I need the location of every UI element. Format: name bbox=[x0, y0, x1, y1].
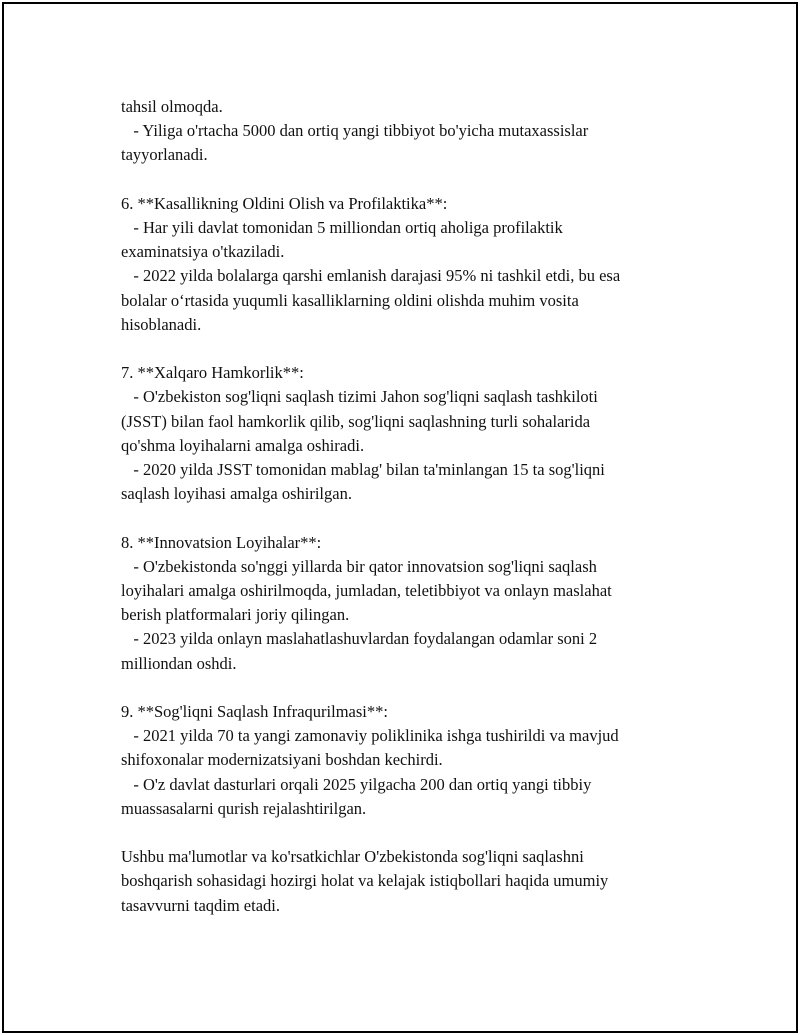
section-heading: 9. **Sog'liqni Saqlash Infraqurilmasi**: bbox=[121, 702, 388, 722]
text-line: - O'zbekistonda so'nggi yillarda bir qator innovatsion sog'liqni saqlash bbox=[121, 556, 597, 576]
text-line: - O'z davlat dasturlari orqali 2025 yilgacha 200 dan ortiq yangi tibbiy bbox=[121, 774, 592, 794]
text-line: saqlash loyihasi amalga oshirilgan. bbox=[121, 484, 352, 504]
intro-continuation-paragraph bbox=[121, 95, 691, 168]
paragraph-gap bbox=[121, 506, 691, 530]
text-line: muassasalarni qurish rejalashtirilgan. bbox=[121, 798, 367, 818]
text-line: qo'shma loyihalarni amalga oshiradi. bbox=[121, 435, 365, 455]
text-line: tasavvurni taqdim etadi. bbox=[121, 895, 280, 915]
text-line: - Yiliga o'rtacha 5000 dan ortiq yangi tibbiyot bo'yicha mutaxassislar bbox=[121, 121, 589, 141]
section-heading: 7. **Xalqaro Hamkorlik**: bbox=[121, 363, 304, 383]
text-line: - 2022 yilda bolalarga qarshi emlanish darajasi 95% ni tashkil etdi, bu esa bbox=[121, 266, 621, 286]
text-line: loyihalari amalga oshirilmoqda, jumladan, teletibbiyot va onlayn maslahat bbox=[121, 581, 612, 601]
paragraph-gap bbox=[121, 168, 691, 192]
paragraph-gap bbox=[121, 821, 691, 845]
text-line: - 2021 yilda 70 ta yangi zamonaviy poliklinika ishga tushirildi va mavjud bbox=[121, 726, 619, 746]
text-line: milliondan oshdi. bbox=[121, 653, 237, 673]
text-line: shifoxonalar modernizatsiyani boshdan kechirdi. bbox=[121, 750, 443, 770]
document-body bbox=[121, 95, 691, 918]
page-frame bbox=[2, 2, 798, 1033]
text-line: Ushbu ma'lumotlar va ko'rsatkichlar O'zbekistonda sog'liqni saqlashni bbox=[121, 847, 584, 867]
text-line: berish platformalari joriy qilingan. bbox=[121, 605, 350, 625]
conclusion-paragraph bbox=[121, 845, 691, 918]
text-line: - 2023 yilda onlayn maslahatlashuvlardan foydalangan odamlar soni 2 bbox=[121, 629, 598, 649]
section-6-paragraph bbox=[121, 192, 691, 337]
text-line: hisoblanadi. bbox=[121, 314, 202, 334]
section-heading: 8. **Innovatsion Loyihalar**: bbox=[121, 532, 322, 552]
section-heading: 6. **Kasallikning Oldini Olish va Profilaktika**: bbox=[121, 193, 448, 213]
text-line: boshqarish sohasidagi hozirgi holat va kelajak istiqbollari haqida umumiy bbox=[121, 871, 609, 891]
text-line: examinatsiya o'tkaziladi. bbox=[121, 242, 285, 262]
section-7-paragraph bbox=[121, 361, 691, 506]
text-line: (JSST) bilan faol hamkorlik qilib, sog'liqni saqlashning turli sohalarida bbox=[121, 411, 591, 431]
text-line: - O'zbekiston sog'liqni saqlash tizimi Jahon sog'liqni saqlash tashkiloti bbox=[121, 387, 598, 407]
text-line: - Har yili davlat tomonidan 5 milliondan ortiq aholiga profilaktik bbox=[121, 218, 563, 237]
paragraph-gap bbox=[121, 337, 691, 361]
text-line: bolalar o‘rtasida yuqumli kasalliklarning oldini olishda muhim vosita bbox=[121, 290, 579, 310]
text-line: tahsil olmoqda. bbox=[121, 97, 223, 116]
text-line: - 2020 yilda JSST tomonidan mablag' bilan ta'minlangan 15 ta sog'liqni bbox=[121, 460, 605, 480]
section-8-paragraph bbox=[121, 531, 691, 676]
paragraph-gap bbox=[121, 676, 691, 700]
text-line: tayyorlanadi. bbox=[121, 145, 208, 165]
section-9-paragraph bbox=[121, 700, 691, 821]
